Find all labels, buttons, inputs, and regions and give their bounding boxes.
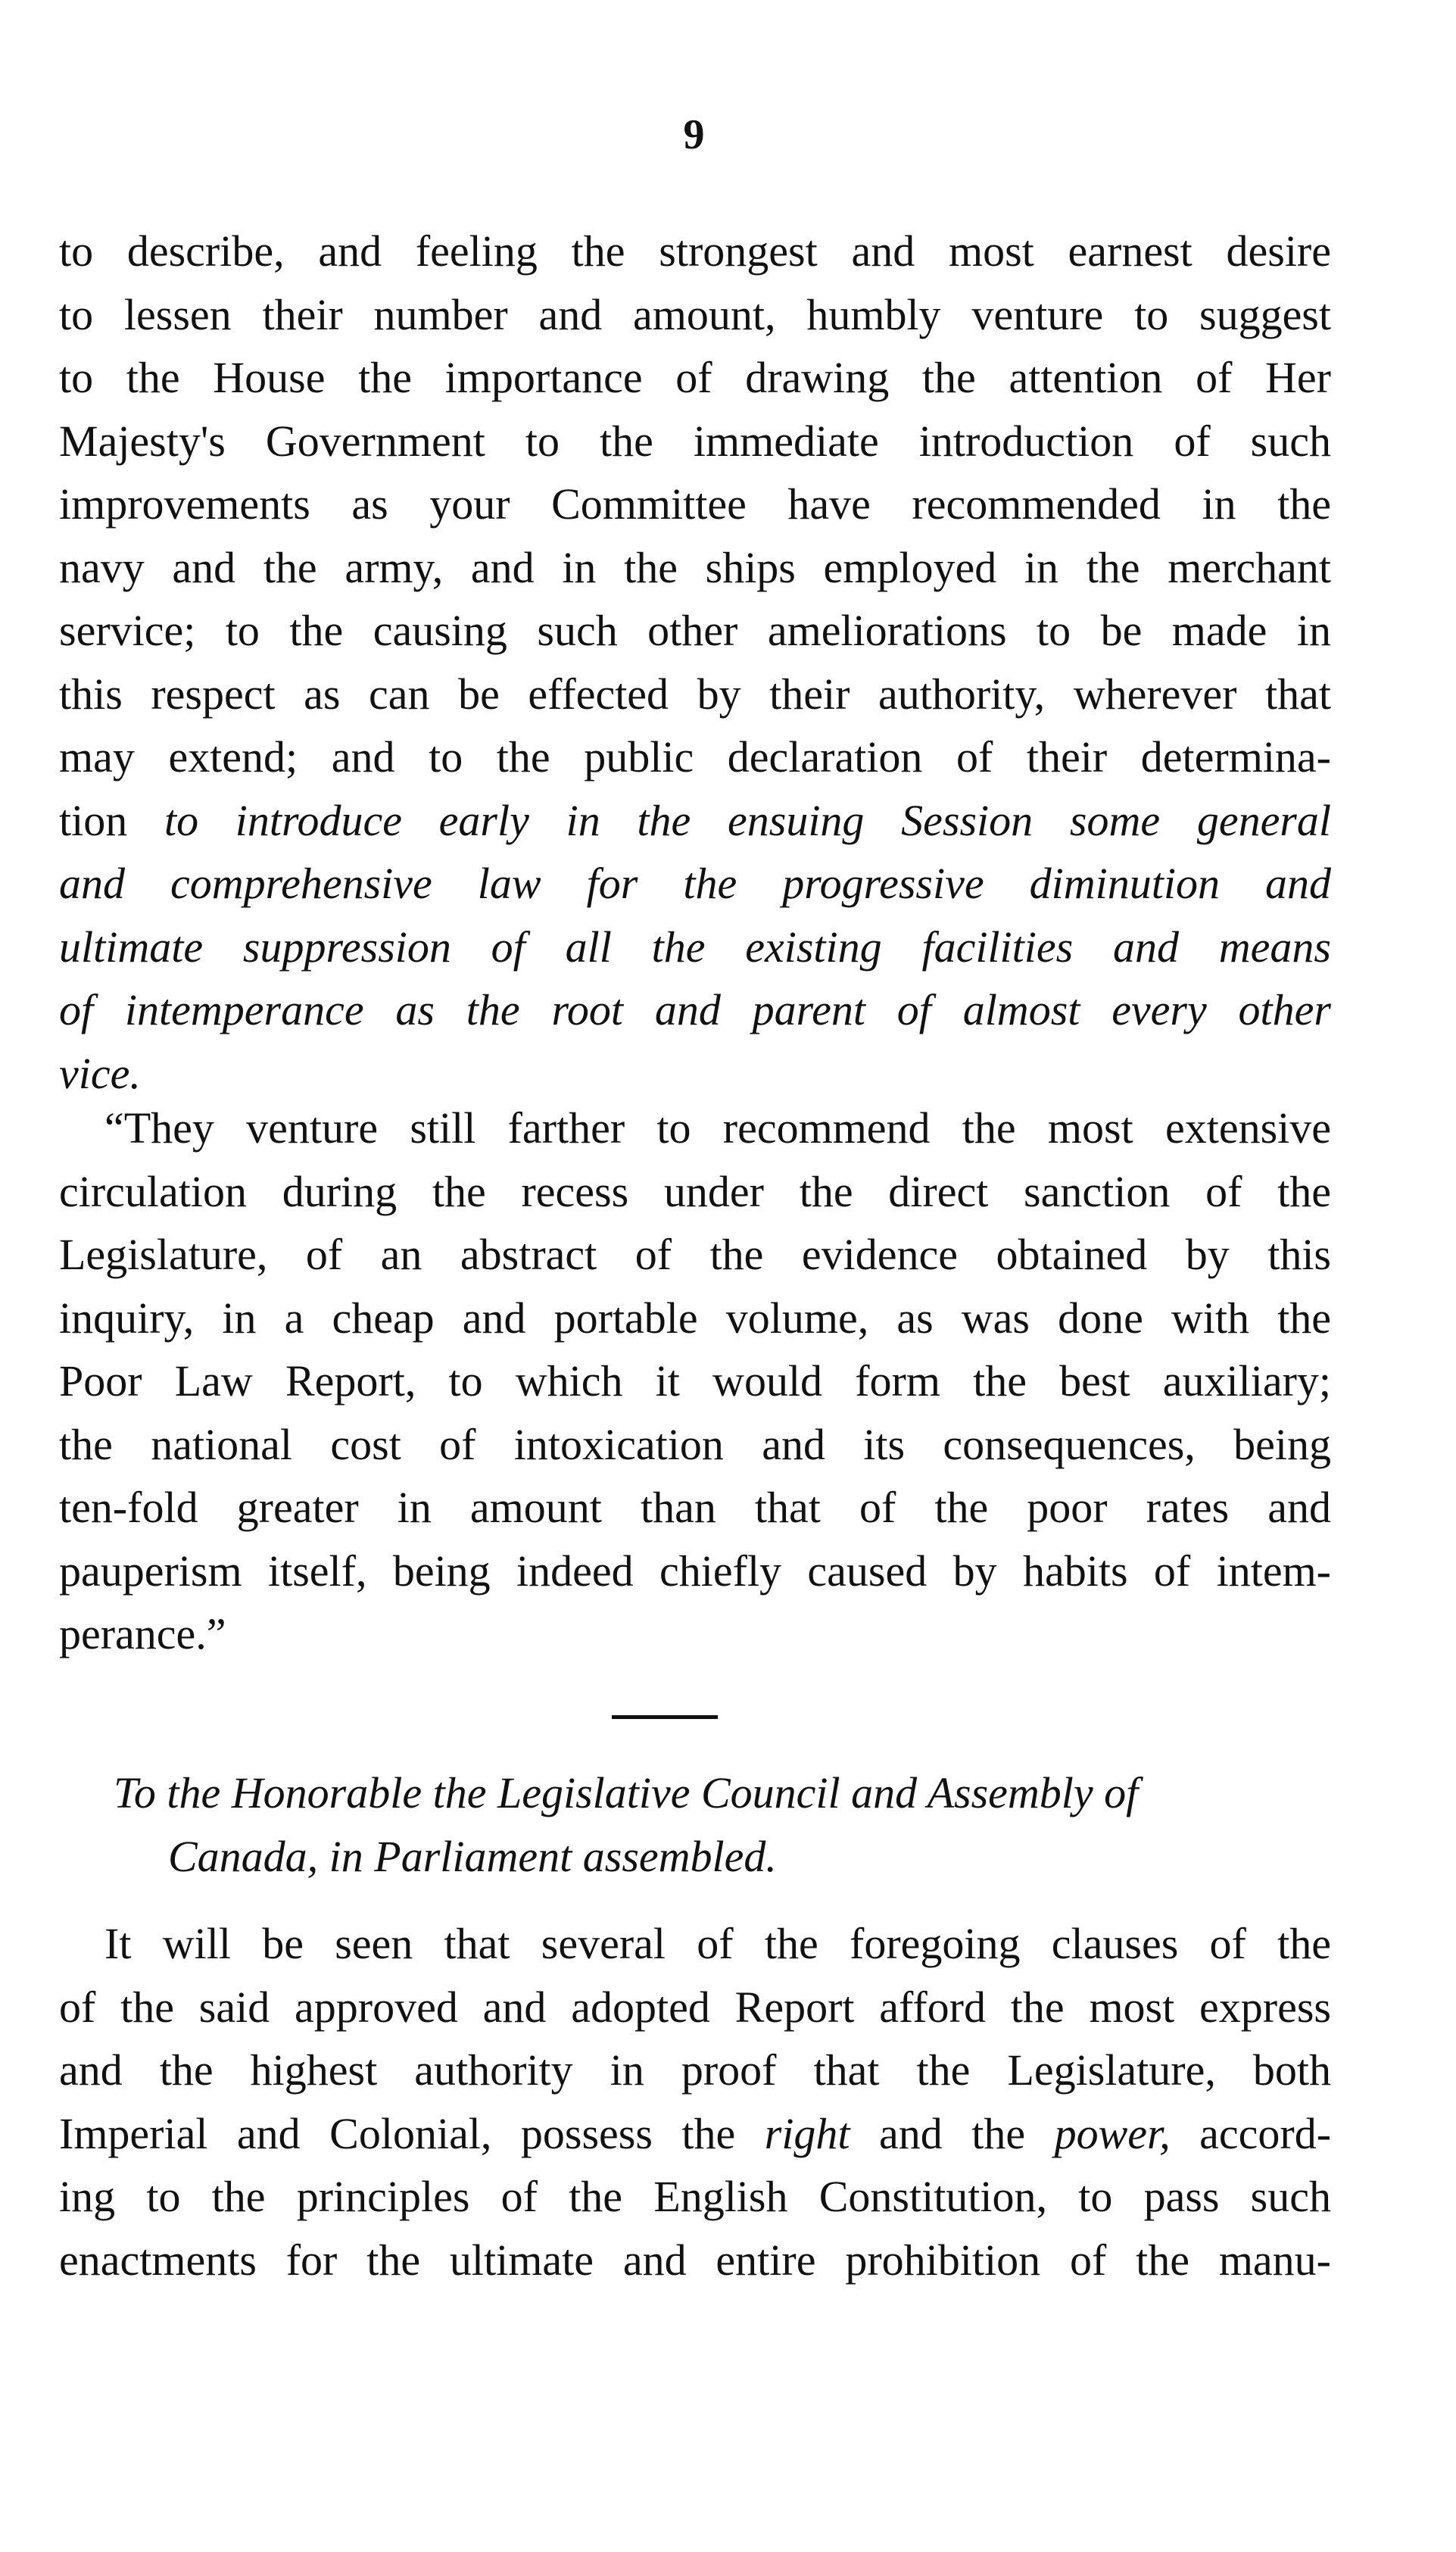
text-line: navy and the army, and in the ships employed in the merchant — [59, 542, 1331, 592]
address-line: Canada, in Parliament assembled. — [168, 1832, 777, 1881]
text-line: of the said approved and adopted Report afford the most express — [59, 1982, 1331, 2032]
text-line: improvements as your Committee have recommended in the — [59, 479, 1331, 529]
text-line: the national cost of intoxication and its consequences, being — [59, 1419, 1331, 1469]
section-divider-rule — [612, 1715, 718, 1719]
paragraph-legislature-authority — [59, 1912, 1331, 2291]
text-line: to lessen their number and amount, humbly venture to suggest — [59, 289, 1331, 339]
text-line: pauperism itself, being indeed chiefly caused by habits of intem- — [59, 1546, 1331, 1596]
text-segment: accord- — [1199, 2108, 1332, 2158]
text-segment: Imperial and Colonial, possess the — [59, 2108, 736, 2158]
petition-address-heading — [114, 1761, 1325, 1889]
italic-text-line: ultimate suppression of all the existing facilities and means — [59, 922, 1331, 972]
text-line: to describe, and feeling the strongest and most earnest desire — [59, 226, 1331, 276]
text-line: to the House the importance of drawing the attention of Her — [59, 353, 1331, 402]
text-line: enactments for the ultimate and entire prohibition of the manu- — [59, 2235, 1331, 2285]
text-line: ing to the principles of the English Constitution, to pass such — [59, 2172, 1331, 2221]
address-line: To the Honorable the Legislative Council and Assembly of — [114, 1768, 1139, 1817]
text-line-mixed — [59, 789, 1331, 853]
italic-word-power: power, — [1054, 2108, 1171, 2158]
text-line: and the highest authority in proof that the Legislature, both — [59, 2045, 1331, 2095]
text-line: It will be seen that several of the foregoing clauses of the — [104, 1919, 1331, 1968]
text-line: may extend; and to the public declaration of their determina- — [59, 732, 1331, 782]
italic-word-right: right — [764, 2108, 850, 2158]
italic-text-line: vice. — [59, 1048, 141, 1098]
text-line: perance.” — [59, 1609, 226, 1658]
text-line: Poor Law Report, to which it would form the best auxiliary; — [59, 1356, 1331, 1405]
text-segment: tion — [59, 795, 128, 845]
paragraph-circulation-recommendation — [59, 1097, 1331, 1666]
text-segment: and the — [879, 2108, 1026, 2158]
italic-text-line: and comprehensive law for the progressive diminution and — [59, 859, 1331, 908]
text-line: “They venture still farther to recommend the most extensive — [104, 1103, 1331, 1153]
text-line: Majesty's Government to the immediate introduction of such — [59, 416, 1331, 466]
text-line: this respect as can be effected by their authority, wherever that — [59, 669, 1331, 719]
italic-text-line: of intemperance as the root and parent of almost every other — [59, 985, 1331, 1034]
text-line: circulation during the recess under the direct sanction of the — [59, 1166, 1331, 1216]
text-line: inquiry, in a cheap and portable volume, as was done with the — [59, 1293, 1331, 1343]
text-line: service; to the causing such other ameliorations to be made in — [59, 606, 1331, 655]
text-line-mixed — [59, 2102, 1331, 2166]
text-line: ten-fold greater in amount than that of the poor rates and — [59, 1483, 1331, 1532]
italic-text-segment: to introduce early in the ensuing Session some general — [164, 795, 1331, 845]
page-number: 9 — [683, 111, 705, 158]
paragraph-committee-recommendation — [59, 220, 1331, 1105]
text-line: Legislature, of an abstract of the evidence obtained by this — [59, 1230, 1331, 1279]
